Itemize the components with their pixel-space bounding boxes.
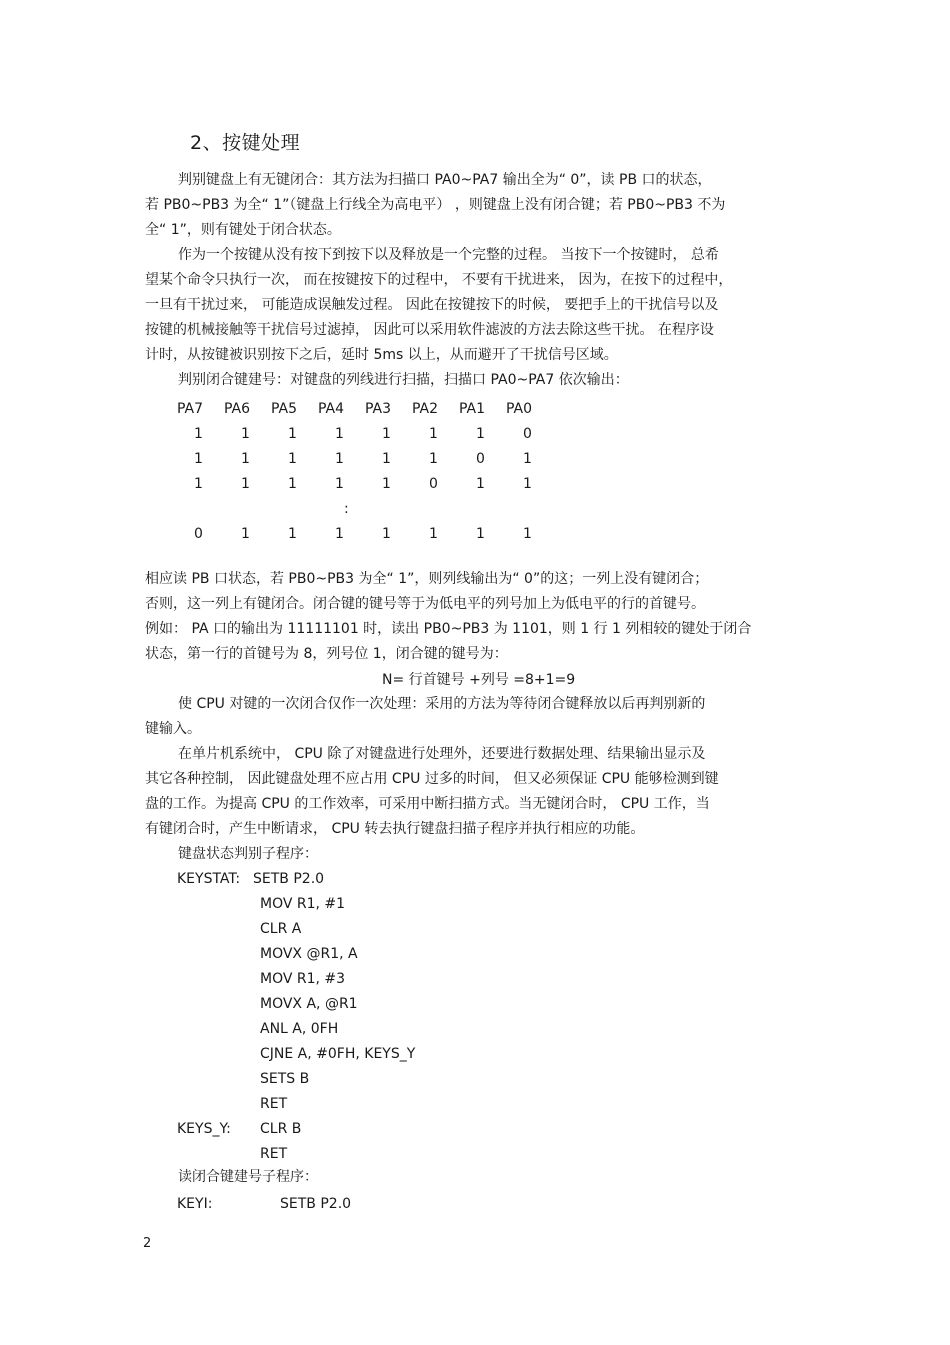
table-cell: 0 bbox=[194, 525, 203, 542]
table-header-cell: PA3 bbox=[365, 400, 392, 417]
code-instruction: MOVX @R1, A bbox=[260, 946, 358, 962]
para4-line-1: 相应读 PB 口状态，若 PB0~PB3 为全“ 1”，则列线输出为“ 0”的这；一列上没有键闭合； bbox=[145, 571, 709, 587]
table-cell: 1 bbox=[241, 475, 250, 492]
table-row bbox=[175, 471, 551, 496]
table-header-cell: PA7 bbox=[177, 400, 204, 417]
code-instruction: SETB P2.0 bbox=[280, 1196, 352, 1212]
section-heading: 2、按键处理 bbox=[190, 132, 301, 154]
table-ellipsis: : bbox=[344, 500, 349, 517]
table-row bbox=[175, 521, 551, 546]
table-cell: 1 bbox=[194, 450, 203, 467]
para5-line-1: 使 CPU 对键的一次闭合仅作一次处理：采用的方法为等待闭合键释放以后再判别新的 bbox=[178, 696, 706, 712]
table-cell: 0 bbox=[523, 425, 532, 442]
para2-line-3: 一旦有干扰过来， 可能造成误触发过程。 因此在按键按下的时候， 要把手上的干扰信号以及 bbox=[145, 297, 719, 313]
table-cell: 1 bbox=[288, 475, 297, 492]
table-header-cell: PA6 bbox=[224, 400, 251, 417]
table-cell: 1 bbox=[194, 425, 203, 442]
para1-line-3: 全“ 1”，则有键处于闭合状态。 bbox=[145, 222, 341, 238]
table-cell: 1 bbox=[382, 450, 391, 467]
table-cell: 1 bbox=[335, 475, 344, 492]
para6-line-1: 在单片机系统中， CPU 除了对键盘进行处理外，还要进行数据处理、结果输出显示及 bbox=[178, 746, 706, 762]
code-instruction: MOVX A, @R1 bbox=[260, 996, 358, 1012]
table-cell: 1 bbox=[429, 425, 438, 442]
table-cell: 1 bbox=[476, 525, 485, 542]
scan-output-table bbox=[175, 396, 551, 546]
table-cell: 1 bbox=[288, 450, 297, 467]
table-cell: 1 bbox=[382, 425, 391, 442]
code-instruction: RET bbox=[260, 1146, 288, 1162]
key-number-formula: N= 行首键号 +列号 =8+1=9 bbox=[382, 672, 576, 688]
table-ellipsis-row bbox=[175, 496, 551, 521]
code-instruction: CLR B bbox=[260, 1121, 302, 1137]
code-label: KEYI: bbox=[177, 1196, 213, 1212]
code-label: KEYSTAT: bbox=[177, 871, 241, 887]
table-cell: 1 bbox=[241, 425, 250, 442]
para4-line-3: 例如： PA 口的输出为 11111101 时，读出 PB0~PB3 为 1101，则 1 行 1 列相较的键处于闭合 bbox=[145, 621, 752, 637]
table-header-row bbox=[175, 396, 551, 421]
table-cell: 1 bbox=[335, 450, 344, 467]
table-header-cell: PA0 bbox=[506, 400, 533, 417]
code-instruction: ANL A, 0FH bbox=[260, 1021, 339, 1037]
para6-line-4: 有键闭合时，产生中断请求， CPU 转去执行键盘扫描子程序并执行相应的功能。 bbox=[145, 821, 645, 837]
para4-line-4: 状态，第一行的首键号为 8，列号位 1，闭合键的键号为： bbox=[145, 646, 508, 662]
code-instruction: MOV R1, #3 bbox=[260, 971, 346, 987]
table-cell: 1 bbox=[429, 525, 438, 542]
table-cell: 1 bbox=[476, 425, 485, 442]
table-cell: 1 bbox=[382, 525, 391, 542]
code-instruction: MOV R1, #1 bbox=[260, 896, 346, 912]
code-instruction: CLR A bbox=[260, 921, 302, 937]
subroutine2-title: 读闭合键建号子程序： bbox=[178, 1169, 318, 1185]
code-label: KEYS_Y: bbox=[177, 1121, 231, 1137]
para6-line-3: 盘的工作。为提高 CPU 的工作效率，可采用中断扫描方式。当无键闭合时， CPU 工作，当 bbox=[145, 796, 710, 812]
table-header-cell: PA5 bbox=[271, 400, 298, 417]
para1-line-2: 若 PB0~PB3 为全“ 1”（键盘上行线全为高电平） ，则键盘上没有闭合键；若 PB0~PB3 不为 bbox=[145, 197, 726, 213]
para5-line-2: 键输入。 bbox=[145, 721, 201, 737]
page-number: 2 bbox=[143, 1236, 152, 1251]
table-cell: 0 bbox=[476, 450, 485, 467]
table-cell: 1 bbox=[288, 525, 297, 542]
table-header-cell: PA1 bbox=[459, 400, 486, 417]
para2-line-2: 望某个命令只执行一次， 而在按键按下的过程中， 不要有干扰进来， 因为，在按下的过程中， bbox=[145, 272, 733, 288]
subroutine1-title: 键盘状态判别子程序： bbox=[178, 846, 318, 862]
para6-line-2: 其它各种控制， 因此键盘处理不应占用 CPU 过多的时间， 但又必须保证 CPU 能够检测到键 bbox=[145, 771, 719, 787]
table-cell: 1 bbox=[194, 475, 203, 492]
para2-line-5: 计时，从按键被识别按下之后，延时 5ms 以上，从而避开了干扰信号区域。 bbox=[145, 347, 618, 363]
table-cell: 1 bbox=[288, 425, 297, 442]
para2-line-1: 作为一个按键从没有按下到按下以及释放是一个完整的过程。 当按下一个按键时， 总希 bbox=[178, 247, 719, 263]
para2-line-4: 按键的机械接触等干扰信号过滤掉， 因此可以采用软件滤波的方法去除这些干扰。 在程序设 bbox=[145, 322, 714, 338]
table-cell: 1 bbox=[523, 450, 532, 467]
para1-line-1: 判别键盘上有无键闭合：其方法为扫描口 PA0~PA7 输出全为“ 0”，读 PB 口的状态， bbox=[178, 172, 712, 188]
table-header-cell: PA2 bbox=[412, 400, 439, 417]
code-instruction: CJNE A, #0FH, KEYS_Y bbox=[260, 1046, 416, 1062]
table-cell: 1 bbox=[335, 425, 344, 442]
table-cell: 1 bbox=[429, 450, 438, 467]
table-row bbox=[175, 421, 551, 446]
code-instruction: SETB P2.0 bbox=[253, 871, 325, 887]
table-row bbox=[175, 446, 551, 471]
code-instruction: SETS B bbox=[260, 1071, 310, 1087]
table-cell: 0 bbox=[429, 475, 438, 492]
code-instruction: RET bbox=[260, 1096, 288, 1112]
table-cell: 1 bbox=[523, 525, 532, 542]
table-cell: 1 bbox=[523, 475, 532, 492]
para3-line: 判别闭合键建号：对键盘的列线进行扫描，扫描口 PA0~PA7 依次输出： bbox=[178, 372, 629, 388]
para4-line-2: 否则，这一列上有键闭合。闭合键的键号等于为低电平的列号加上为低电平的行的首键号。 bbox=[145, 596, 705, 612]
table-cell: 1 bbox=[476, 475, 485, 492]
table-cell: 1 bbox=[335, 525, 344, 542]
table-cell: 1 bbox=[241, 525, 250, 542]
table-cell: 1 bbox=[241, 450, 250, 467]
table-header-cell: PA4 bbox=[318, 400, 345, 417]
table-cell: 1 bbox=[382, 475, 391, 492]
